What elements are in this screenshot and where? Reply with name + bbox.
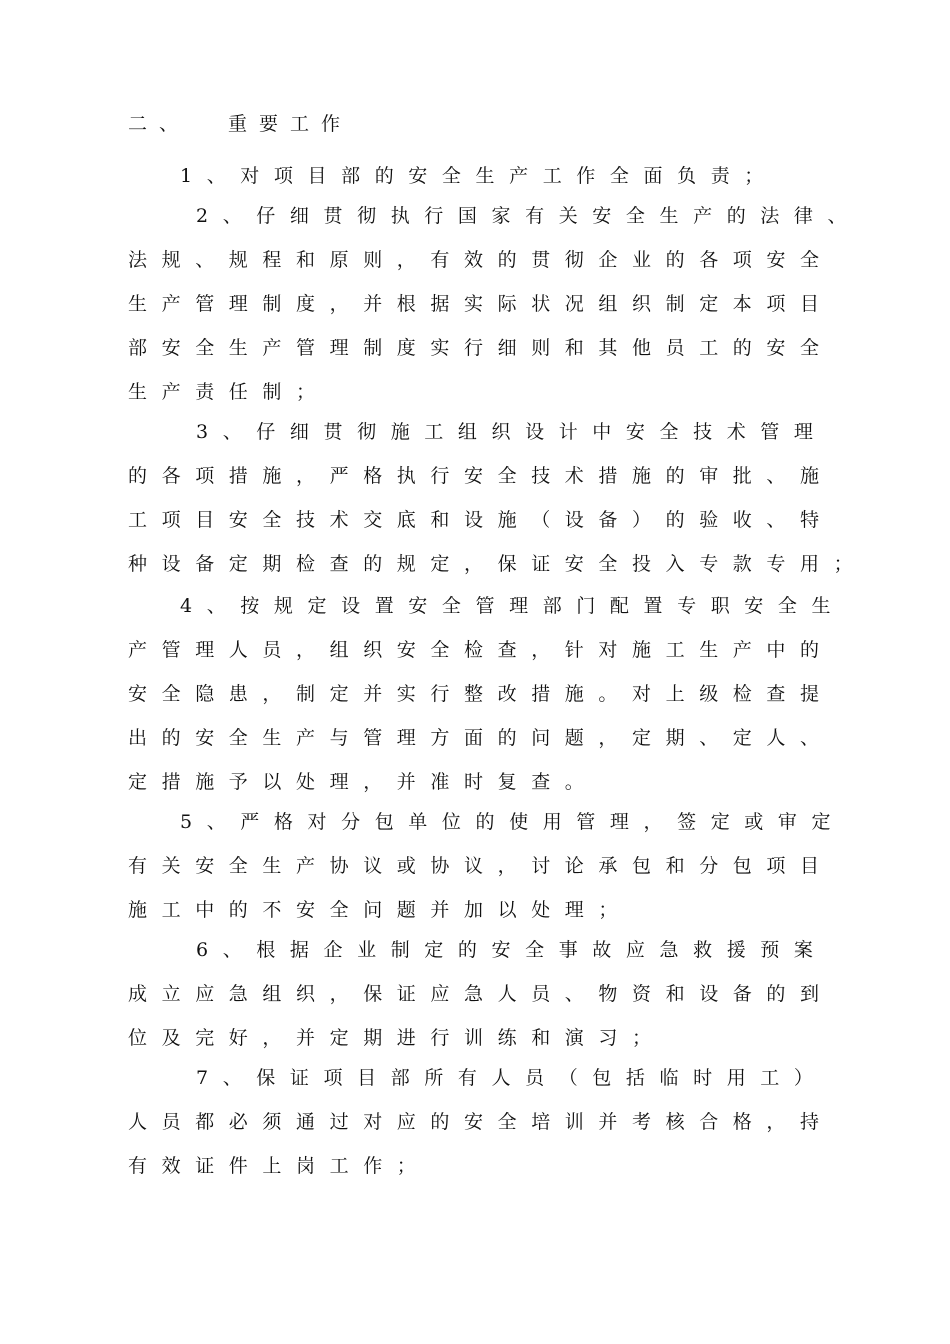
item-4-line-4: 出的安全生产与管理方面的问题，定期、定人、 [128,727,834,749]
item-4-line-1: 4、按规定设置安全管理部门配置专职安全生 [180,595,846,617]
item-5-line-1: 5、严格对分包单位的使用管理，签定或审定 [180,811,846,833]
item-5-line-3: 施工中的不安全问题并加以处理； [128,899,633,921]
item-7-line-2: 人员都必须通过对应的安全培训并考核合格，持 [128,1111,834,1133]
item-6-line-2: 成立应急组织，保证应急人员、物资和设备的到 [128,983,834,1005]
item-4-line-3: 安全隐患，制定并实行整改措施。对上级检查提 [128,683,834,705]
item-3-line-1: 3、仔细贯彻施工组织设计中安全技术管理 [196,421,828,443]
section-title: 重要工作 [228,113,353,135]
item-3-line-3: 工项目安全技术交底和设施（设备）的验收、特 [128,509,834,531]
item-6-line-1: 6、根据企业制定的安全事故应急救援预案 [196,939,828,961]
item-3-line-2: 的各项措施，严格执行安全技术措施的审批、施 [128,465,834,487]
item-4-line-5: 定措施予以处理，并准时复查。 [128,771,599,793]
item-7-line-1: 7、保证项目部所有人员（包括临时用工） [196,1067,828,1089]
item-2-line-3: 生产管理制度，并根据实际状况组织制定本项目 [128,293,834,315]
item-4-line-2: 产管理人员，组织安全检查，针对施工生产中的 [128,639,834,661]
item-5-line-2: 有关安全生产协议或协议，讨论承包和分包项目 [128,855,834,877]
item-1-line-1: 1、对项目部的安全生产工作全面负责； [180,165,778,187]
item-6-line-3: 位及完好，并定期进行训练和演习； [128,1027,666,1049]
item-2-line-1: 2、仔细贯彻执行国家有关安全生产的法律、 [196,205,862,227]
item-2-line-4: 部安全生产管理制度实行细则和其他员工的安全 [128,337,834,359]
item-2-line-2: 法规、规程和原则，有效的贯彻企业的各项安全 [128,249,834,271]
item-7-line-3: 有效证件上岗工作； [128,1155,431,1177]
item-2-line-5: 生产责任制； [128,381,330,403]
section-number: 二、 [128,113,191,135]
item-3-line-4: 种设备定期检查的规定，保证安全投入专款专用； [128,553,868,575]
